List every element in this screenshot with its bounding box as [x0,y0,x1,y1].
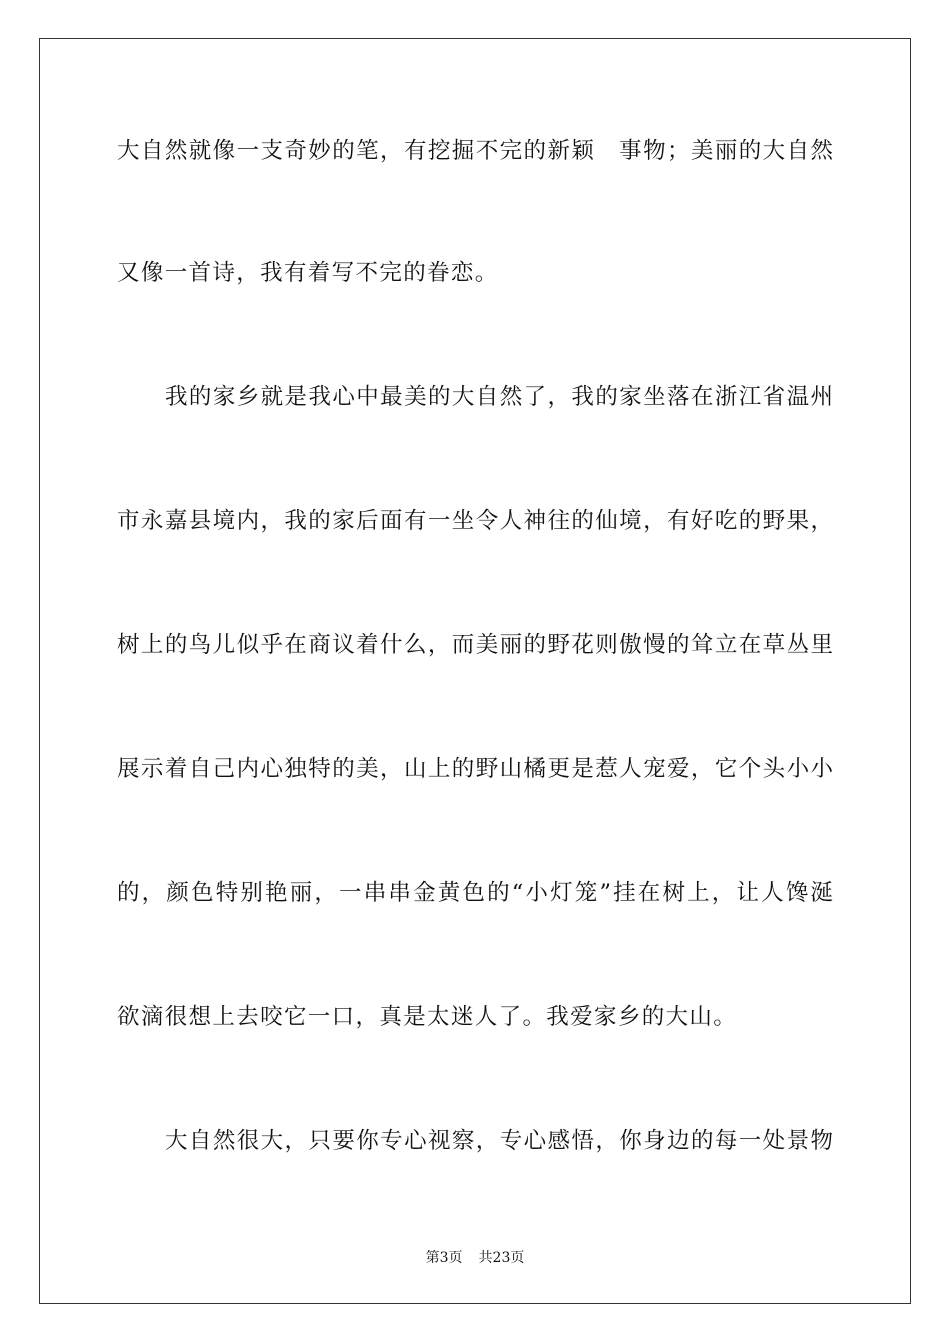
text-line-6: 展示着自己内心独特的美，山上的野山橘更是惹人宠爱，它个头小小 [117,756,833,782]
text-line-1: 大自然就像一支奇妙的笔，有挖掘不完的新颖 事物；美丽的大自然 [117,138,833,164]
text-line-9: 大自然很大，只要你专心视察，专心感悟，你身边的每一处景物 [165,1128,833,1154]
page-border [39,38,911,1304]
text-line-8: 欲滴很想上去咬它一口，真是太迷人了。我爱家乡的大山。 [117,1004,738,1030]
text-line-4: 市永嘉县境内，我的家后面有一坐令人神往的仙境，有好吃的野果， [117,508,833,534]
page-total: 共23页 [478,1250,525,1266]
text-line-2: 又像一首诗，我有着写不完的眷恋。 [117,260,499,286]
page-footer [0,1248,950,1268]
text-line-5: 树上的鸟儿似乎在商议着什么，而美丽的野花则傲慢的耸立在草丛里 [117,632,833,658]
text-line-7: 的，颜色特别艳丽，一串串金黄色的“小灯笼”挂在树上，让人馋涎 [117,880,833,906]
text-line-3: 我的家乡就是我心中最美的大自然了，我的家坐落在浙江省温州 [165,384,833,410]
page-number: 第3页 [425,1250,463,1266]
